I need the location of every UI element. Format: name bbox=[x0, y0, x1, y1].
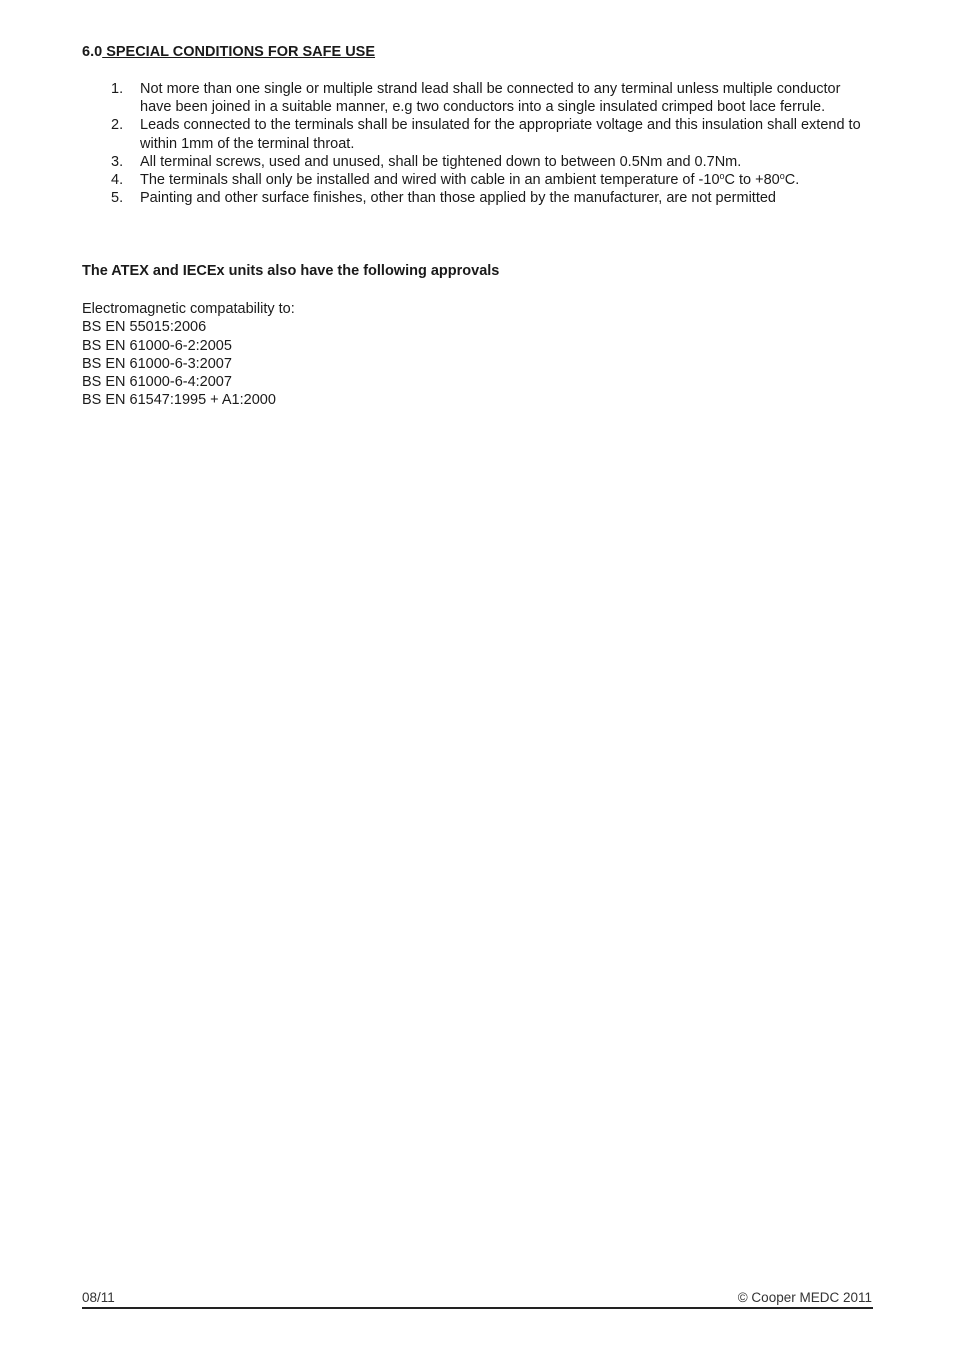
section-heading bbox=[82, 44, 375, 60]
temperature-text-c: C. bbox=[784, 172, 800, 189]
list-item bbox=[82, 171, 872, 189]
list-item bbox=[82, 116, 872, 152]
standard-item: BS EN 61547:1995 + A1:2000 bbox=[82, 392, 276, 409]
emc-block bbox=[82, 300, 295, 410]
list-item-number: 5. bbox=[111, 190, 124, 207]
conditions-list bbox=[82, 80, 872, 207]
list-item-text: Not more than one single or multiple strand lead shall be connected to any terminal unless multiple conductor have been joined in a suitable manner, e.g two conductors into a single insulated crimped boot lace ferrule. bbox=[140, 81, 841, 116]
temperature-text-a: The terminals shall only be installed and wired with cable in an ambient temperature of -10 bbox=[140, 172, 720, 189]
degree-superscript: o bbox=[779, 171, 785, 182]
standard-item: BS EN 61000-6-2:2005 bbox=[82, 337, 232, 354]
section-number: 6.0 bbox=[82, 44, 103, 60]
list-item bbox=[82, 153, 872, 171]
standard-item: BS EN 61000-6-4:2007 bbox=[82, 374, 232, 391]
emc-intro: Electromagnetic compatability to: bbox=[82, 301, 295, 317]
list-item-text: Painting and other surface finishes, other than those applied by the manufacturer, are not permitted bbox=[140, 190, 776, 207]
list-item-number: 4. bbox=[111, 172, 124, 189]
section-title: SPECIAL CONDITIONS FOR SAFE USE bbox=[102, 44, 376, 60]
footer-date: 08/11 bbox=[82, 1290, 115, 1305]
list-item-text: Leads connected to the terminals shall be insulated for the appropriate voltage and this insulation shall extend to within 1mm of the terminal throat. bbox=[140, 117, 861, 152]
list-item bbox=[82, 80, 872, 116]
footer-copyright: © Cooper MEDC 2011 bbox=[737, 1290, 872, 1305]
standard-item: BS EN 61000-6-3:2007 bbox=[82, 355, 232, 372]
list-item-number: 1. bbox=[111, 81, 124, 97]
approvals-heading: The ATEX and IECEx units also have the following approvals bbox=[82, 263, 500, 279]
footer-divider bbox=[82, 1307, 873, 1309]
list-item-text: All terminal screws, used and unused, shall be tightened down to between 0.5Nm and 0.7Nm. bbox=[140, 153, 742, 170]
degree-superscript: o bbox=[719, 171, 725, 182]
temperature-text-b: C to +80 bbox=[724, 172, 780, 189]
list-item-text bbox=[140, 172, 799, 188]
list-item-number: 3. bbox=[111, 153, 124, 170]
standard-item: BS EN 55015:2006 bbox=[82, 319, 207, 336]
list-item bbox=[82, 189, 872, 207]
list-item-number: 2. bbox=[111, 117, 124, 134]
